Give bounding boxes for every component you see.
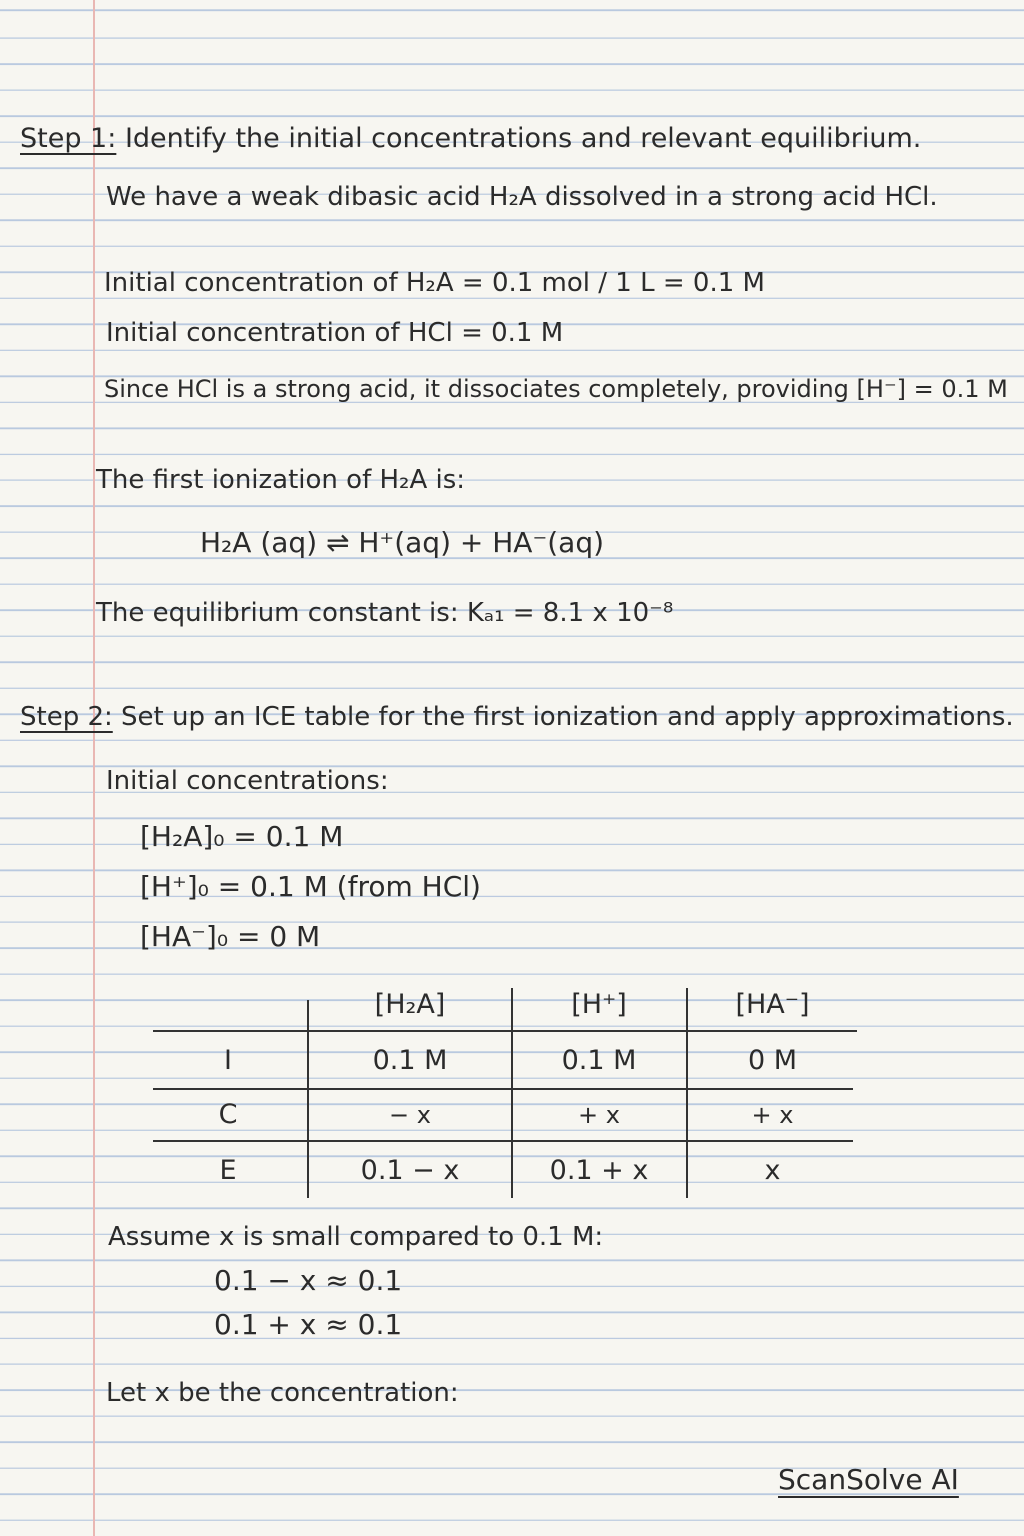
let-x-line: Let x be the concentration:	[106, 1378, 459, 1408]
ice-table	[153, 980, 857, 1198]
initial-h2a-line: Initial concentration of H₂A = 0.1 mol / 1 L = 0.1 M	[104, 268, 765, 298]
table-header-ha: [HA⁻]	[735, 989, 810, 1020]
table-rule	[153, 1030, 857, 1032]
table-header-h: [H⁺]	[571, 989, 627, 1020]
initial-hcl-line: Initial concentration of HCl = 0.1 M	[106, 318, 564, 348]
cell-c-h2a: − x	[389, 1101, 431, 1129]
step1-intro: We have a weak dibasic acid H₂A dissolved in a strong acid HCl.	[106, 182, 938, 212]
initial-concentrations-heading: Initial concentrations:	[106, 766, 389, 796]
dissociation-line: Since HCl is a strong acid, it dissociates completely, providing [H⁻] = 0.1 M	[104, 375, 1008, 403]
row-label-i: I	[224, 1045, 232, 1076]
step1-label: Step 1:	[20, 123, 117, 154]
cell-e-ha: x	[764, 1155, 781, 1186]
cell-e-h: 0.1 + x	[549, 1155, 649, 1186]
cell-i-ha: 0 M	[747, 1045, 798, 1076]
cell-e-h2a: 0.1 − x	[360, 1155, 460, 1186]
table-divider	[511, 988, 513, 1198]
approximation-2: 0.1 + x ≈ 0.1	[214, 1308, 403, 1341]
first-ionization-line: The first ionization of H₂A is:	[96, 465, 466, 495]
initial-h-conc: [H⁺]₀ = 0.1 M (from HCl)	[140, 870, 481, 903]
cell-c-ha: + x	[751, 1101, 794, 1129]
cell-i-h: 0.1 M	[561, 1045, 637, 1076]
step2-heading	[20, 702, 1014, 732]
step1-heading	[20, 124, 921, 154]
initial-ha-conc: [HA⁻]₀ = 0 M	[140, 920, 321, 953]
step2-label: Step 2:	[20, 702, 113, 732]
step2-title: Set up an ICE table for the first ionization and apply approximations.	[121, 702, 1014, 732]
row-label-e: E	[219, 1155, 237, 1186]
ka-line: The equilibrium constant is: Kₐ₁ = 8.1 x 10⁻⁸	[96, 598, 674, 628]
approximation-1: 0.1 − x ≈ 0.1	[214, 1264, 403, 1297]
table-rule	[153, 1140, 853, 1142]
assumption-line: Assume x is small compared to 0.1 M:	[108, 1222, 604, 1252]
table-header-h2a: [H₂A]	[374, 989, 446, 1020]
ionization-equation: H₂A (aq) ⇌ H⁺(aq) + HA⁻(aq)	[200, 526, 605, 559]
table-rule	[153, 1088, 853, 1090]
cell-i-h2a: 0.1 M	[372, 1045, 448, 1076]
notebook-margin-line	[93, 0, 95, 1536]
initial-h2a-conc: [H₂A]₀ = 0.1 M	[140, 820, 344, 853]
cell-c-h: + x	[578, 1101, 620, 1129]
table-divider	[307, 1000, 309, 1198]
step1-title: Identify the initial concentrations and relevant equilibrium.	[124, 123, 922, 154]
row-label-c: C	[218, 1099, 238, 1130]
watermark-brand: ScanSolve AI	[778, 1463, 959, 1496]
table-divider	[686, 988, 688, 1198]
